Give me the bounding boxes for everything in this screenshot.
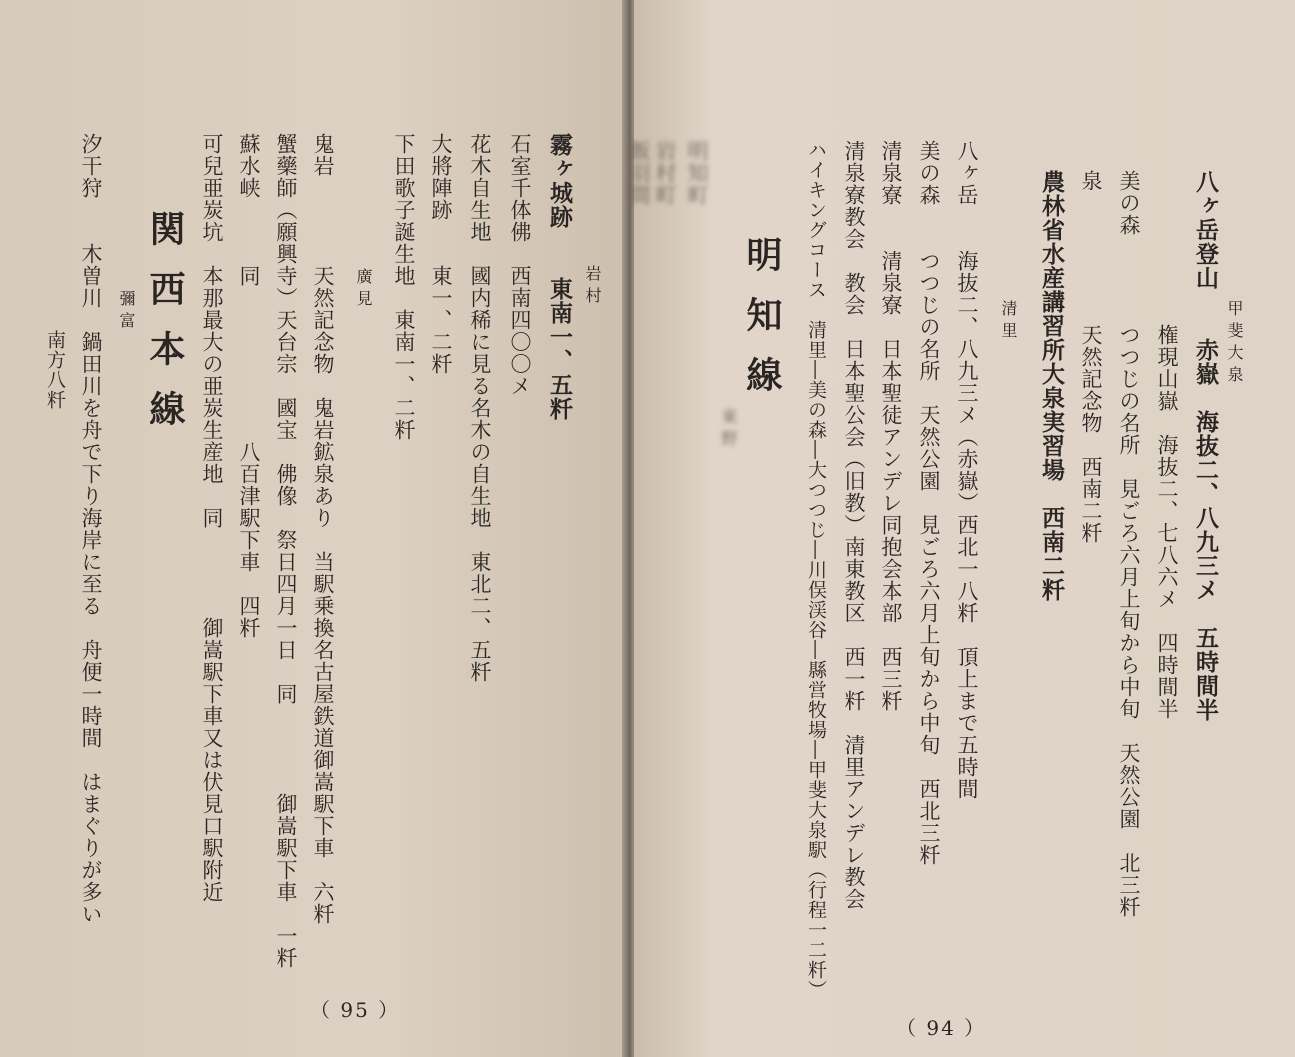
left-page [0,0,628,1057]
entry-seisenryo-church: 清泉寮教会 教会 日本聖公会（旧教）南東教区 西一粁 清里アンデレ教会 [842,140,866,910]
entry-yatsugatake: 八ヶ岳 海抜二、八九三メ（赤嶽）西北一八粁 頂上まで五時間 [955,140,979,800]
line-heading-kansai: 関西本線 [144,210,186,450]
entry-iwamura-blurred: 岩村町 [653,140,677,492]
entry-seisenryo: 清泉寮 清泉寮 日本聖徒アンデレ同抱会本部 西三粁 [879,140,903,712]
entry-oniiwa: 鬼岩 天然記念物 鬼岩鉱泉あり 当駅乗換名古屋鉄道御嵩駅下車 六粁 [311,133,335,925]
station-heading-yatomi: 彌富 [117,290,136,334]
station-heading-higashino: 東野 [719,408,738,452]
station-heading-iwamura: 岩村 [583,265,602,309]
entry-yatsugatake-climb: 八ヶ岳登山 赤嶽 海抜二、八九三メ 五時間半 [1192,170,1219,722]
entry-sekishitsu: 石室千体佛 西南四〇〇メ [508,133,532,397]
station-heading-kiyosato: 清里 [999,300,1018,344]
entry-izumi: 泉 天然記念物 西南二粁 [1079,170,1103,544]
entry-sosuikyo: 蘇水峡 同 八百津駅下車 四粁 [237,133,261,639]
entry-mi-no-mori-2: 美の森 つつじの名所 天然公園 見ごろ六月上旬から中旬 西北三粁 [917,140,941,866]
entry-kaboku: 花木自生地 國内稀に見る名木の自生地 東北二、五粁 [468,133,492,683]
entry-gongen: 権現山嶽 海抜二、七八六メ 四時間半 [1155,170,1179,720]
page-number-94: （ 94 ） [896,1016,987,1040]
entry-kani-atan: 可兒亜炭坑 本那最大の亜炭生産地 同 御嵩駅下車又は伏見口駅附近 [200,133,224,903]
entry-mi-no-mori-1: 美の森 つつじの名所 見ごろ六月上旬から中旬 天然公園 北三粁 [1117,170,1141,918]
entry-iibama-blurred: 飯羽間 [627,140,651,492]
entry-shimoda: 下田歌子誕生地 東南一、二粁 [392,133,416,441]
entry-taishojin: 大將陣跡 東一、二粁 [429,133,453,375]
page-number-95: （ 95 ） [310,998,401,1022]
entry-hiking-course: ハイキングコース 清里―美の森―大つつじ―川俣渓谷―縣営牧場―甲斐大泉駅（行程一二粁） [805,140,827,1000]
station-heading-kai-oizumi: 甲斐大泉 [1225,300,1244,388]
entry-akechi-blurred: 明知町 [685,140,709,624]
entry-kaniyakushi: 蟹藥師（願興寺）天台宗 國宝 佛像 祭日四月一日 同 御嵩駅下車 一粁 [274,133,298,969]
entry-shiohigari-distance: 南方八粁 [44,330,66,410]
line-heading-akechi: 明知線 [741,236,783,416]
station-heading-hiromi: 廣見 [354,268,373,312]
entry-shiohigari: 汐干狩 木曽川 鍋田川を舟で下り海岸に至る 舟便一時間 はまぐりが多い [79,133,103,925]
right-page [627,0,1295,1057]
entry-kirigajo: 霧ヶ城跡 東南一、五粁 [546,133,573,421]
entry-suisan-koshujo: 農林省水産講習所大泉実習場 西南二粁 [1038,170,1065,602]
